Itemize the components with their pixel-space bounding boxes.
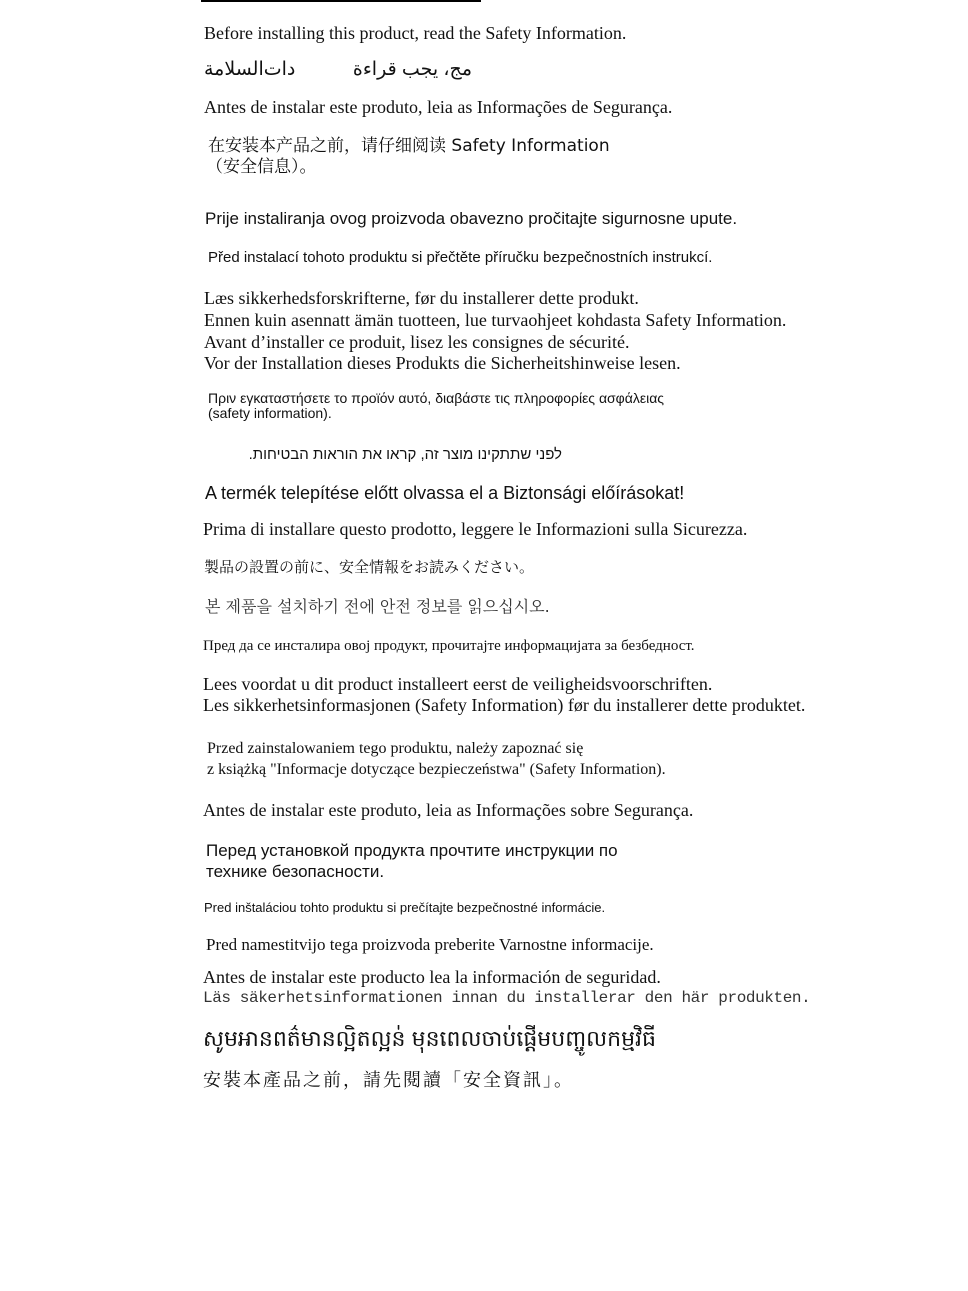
notice-macedonian: Пред да се инсталира овој продукт, прочитајте информацијата за безбедност.	[203, 638, 695, 654]
notice-chinese-simplified-1: 在安装本产品之前，请仔细阅读 Safety Information	[208, 136, 610, 156]
notice-finnish: Ennen kuin asennatt ämän tuotteen, lue turvaohjeet kohdasta Safety Information.	[204, 310, 787, 330]
notice-greek-1: Πριν εγκαταστήσετε το προϊόν αυτό, διαβάστε τις πληροφορίες ασφάλειας	[208, 390, 665, 406]
notice-arabic-a: داتﺍﻟﺴﻼﻣﺔ	[204, 59, 296, 80]
notice-polish-1: Przed zainstalowaniem tego produktu, należy zapoznać się	[207, 740, 584, 757]
notice-croatian: Prije instaliranja ovog proizvoda obavezno pročitajte sigurnosne upute.	[205, 209, 738, 228]
notice-portuguese-br: Antes de instalar este produto, leia as Informações de Segurança.	[204, 97, 673, 117]
notice-japanese: 製品の設置の前に、安全情報をお読みください。	[204, 558, 535, 576]
notice-slovak: Pred inštaláciou tohto produktu si prečítajte bezpečnostné informácie.	[204, 900, 606, 915]
notice-arabic-b: مج، يجب قراءة	[352, 59, 472, 80]
notice-polish-2: z książką "Informacje dotyczące bezpieczeństwa" (Safety Information).	[207, 761, 666, 778]
notice-danish: Læs sikkerhedsforskrifterne, før du installerer dette produkt.	[204, 288, 639, 308]
notice-khmer: សូមអានពត៌មានល្អិតល្អន់ មុនពេលចាប់ផ្តើមបញ្ចូលកម្មវិធី	[203, 1026, 656, 1051]
notice-spanish: Antes de instalar este producto lea la información de seguridad.	[203, 967, 661, 987]
notice-chinese-traditional: 安裝本產品之前，請先閱讀「安全資訊」。	[203, 1070, 574, 1091]
notice-chinese-simplified-2: （安全信息）。	[206, 157, 317, 177]
notice-german: Vor der Installation dieses Produkts die Sicherheitshinweise lesen.	[204, 353, 681, 373]
notice-french: Avant d’installer ce produit, lisez les consignes de sécurité.	[204, 332, 630, 352]
notice-russian-1: Перед установкой продукта прочтите инструкции по	[206, 841, 618, 860]
notice-hungarian: A termék telepítése előtt olvassa el a Biztonsági előírásokat!	[205, 483, 685, 503]
notice-greek-2: (safety information).	[208, 405, 332, 421]
notice-swedish: Läs säkerhetsinformationen innan du installerar den här produkten.	[203, 989, 811, 1007]
top-rule	[201, 0, 481, 2]
notice-portuguese-pt: Antes de instalar este produto, leia as Informações sobre Segurança.	[203, 800, 694, 820]
notice-hebrew: לפני שתתקינו מוצר זה, קראו את הוראות הבטיחות.	[248, 446, 562, 463]
notice-czech: Před instalací tohoto produktu si přečtěte příručku bezpečnostních instrukcí.	[208, 249, 713, 266]
notice-korean: 본 제품을 설치하기 전에 안전 정보를 읽으십시오.	[205, 597, 550, 616]
notice-norwegian: Les sikkerhetsinformasjonen (Safety Information) før du installerer dette produktet.	[203, 695, 806, 715]
notice-slovenian: Pred namestitvijo tega proizvoda preberite Varnostne informacije.	[206, 935, 654, 954]
notice-english: Before installing this product, read the Safety Information.	[204, 23, 627, 43]
notice-italian: Prima di installare questo prodotto, leggere le Informazioni sulla Sicurezza.	[203, 519, 748, 539]
notice-russian-2: технике безопасности.	[206, 862, 385, 881]
notice-dutch: Lees voordat u dit product installeert eerst de veiligheidsvoorschriften.	[203, 674, 713, 694]
